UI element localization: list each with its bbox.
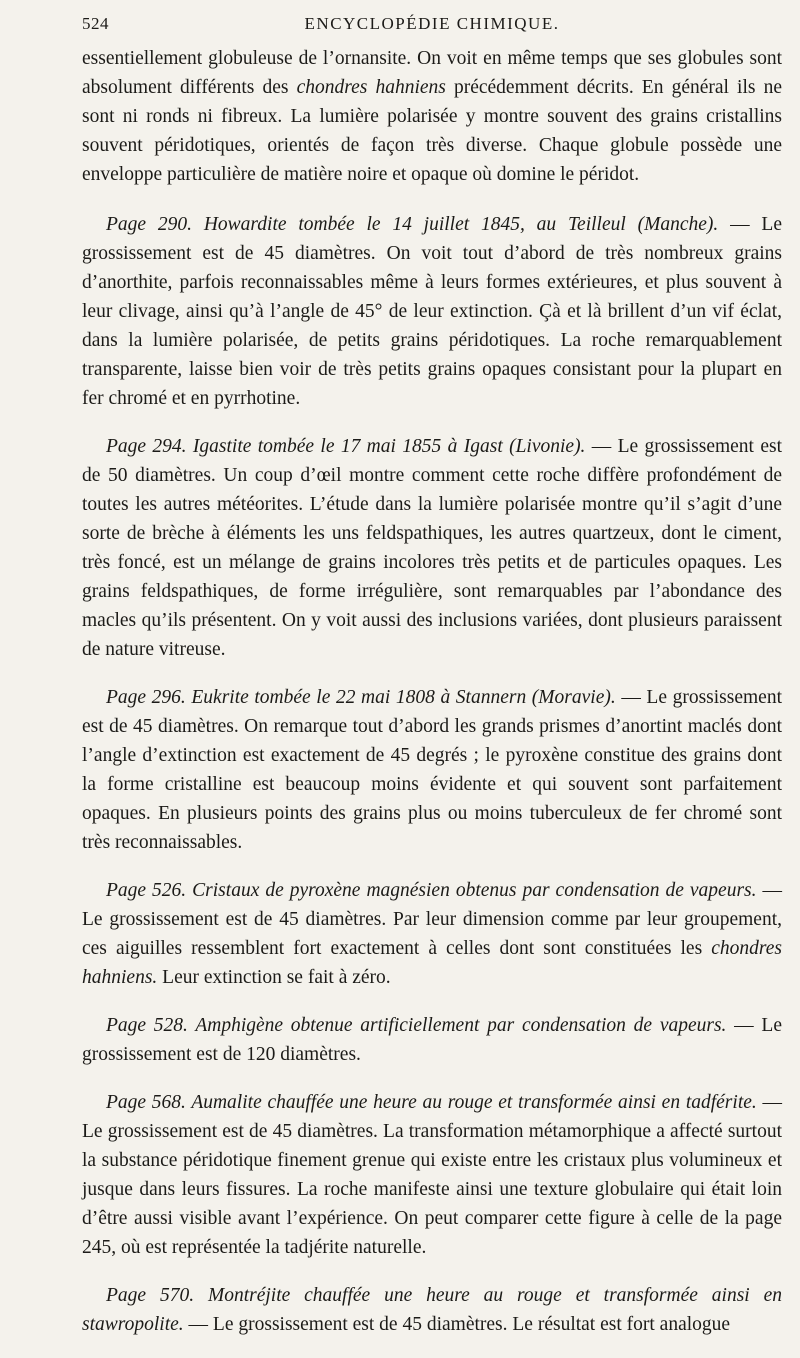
paragraph-text: — Le grossissement est de 45 diamètres. On voit tout d’abord de très nombreux grains d’anorthite, parfois reconnaissables même à leurs formes extérieures, et plus souvent à leur clivage, ainsi qu’à l’angle de 45° de leur extinction. Çà et là brillent d’un vif éclat, dans la lumière polarisée, de petits grains péridotiques. La roche remarquablement transparente, laisse bien voir de très petits grains opaques consistant pour la plupart en fer chromé et en pyrrhotine. bbox=[82, 214, 782, 409]
paragraph-text: — Le grossissement est de 50 diamètres. Un coup d’œil montre comment cette roche diffère profondément de toutes les autres météorites. L’étude dans la lumière polarisée montre qu’il s’agit d’une sorte de brèche à éléments les uns feldspathiques, les autres quartzeux, dont le ciment, très foncé, est un mélange de grains incolores très petits et de particules opaques. Les grains feldspathiques, de forme irrégulière, sont remarquables par l’abondance des macles qu’ils présentent. On y voit aussi des inclusions variées, dont plusieurs paraissent de nature vitreuse. bbox=[82, 436, 782, 660]
paragraph-text-tail: Leur extinction se fait à zéro. bbox=[157, 967, 391, 988]
paragraph-page-570 bbox=[82, 1281, 782, 1339]
running-header bbox=[82, 10, 782, 40]
paragraph-text: — Le grossissement est de 45 diamètres. On remarque tout d’abord les grands prismes d’anortint maclés dont l’angle d’extinction est exactement de 45 degrés ; le pyroxène constitue des grains dont la forme cristalline est beaucoup moins évidente et qui souvent sont parfaitement opaques. En plusieurs points des grains plus ou moins tuberculeux de fer chromé sont très reconnaissables. bbox=[82, 687, 782, 853]
paragraph-page-526 bbox=[82, 876, 782, 992]
paragraph-page-290 bbox=[82, 210, 782, 413]
paragraph-ornansite bbox=[82, 44, 782, 189]
figure-title: Eukrite tombée le 22 mai 1808 à Stannern (Moravie). bbox=[185, 687, 616, 708]
page-reference: Page 528. bbox=[106, 1015, 188, 1036]
paragraph-page-568 bbox=[82, 1088, 782, 1262]
page-reference: Page 570. bbox=[106, 1285, 195, 1306]
running-title: ENCYCLOPÉDIE CHIMIQUE. bbox=[304, 14, 560, 33]
page-number: 524 bbox=[82, 14, 109, 33]
paragraph-text-tail: précédemment décrits. En général ils ne sont ni ronds ni fibreux. La lumière polarisée y montre souvent des grains cristallins souvent péridotiques, orientés de façon très diverse. Chaque globule possède une enveloppe particulière de matière noire et opaque où domine le péridot. bbox=[82, 77, 782, 185]
paragraph-page-296 bbox=[82, 683, 782, 857]
page-body bbox=[82, 44, 782, 1358]
paragraph-text: — Le grossissement est de 120 diamètres. bbox=[82, 1015, 782, 1065]
figure-title: Cristaux de pyroxène magnésien obtenus par condensation de vapeurs. bbox=[186, 880, 757, 901]
page-reference: Page 526. bbox=[106, 880, 187, 901]
figure-title: Aumalite chauffée une heure au rouge et transformée ainsi en tadférite. bbox=[185, 1092, 757, 1113]
page-reference: Page 290. bbox=[106, 214, 193, 235]
paragraph-italic: chondres hahniens bbox=[288, 77, 446, 98]
figure-title: Howardite tombée le 14 juillet 1845, au Teilleul (Manche). bbox=[192, 214, 719, 235]
paragraph-page-528 bbox=[82, 1011, 782, 1069]
page-reference: Page 294. bbox=[106, 436, 187, 457]
figure-title: Montréjite chauffée une heure au rouge et transformée ainsi en stawropolite. bbox=[82, 1285, 782, 1335]
figure-title: Amphigène obtenue artificiellement par condensation de vapeurs. bbox=[187, 1015, 727, 1036]
page-reference: Page 296. bbox=[106, 687, 186, 708]
paragraph-text: — Le grossissement est de 45 diamètres. Le résultat est fort analogue bbox=[183, 1314, 731, 1335]
page-reference: Page 568. bbox=[106, 1092, 186, 1113]
paragraph-text: — Le grossissement est de 45 diamètres. La transformation métamorphique a affecté surtout la substance péridotique finement grenue qui existe entre les cristaux plus volumineux et jusque dans leurs fissures. La roche manifeste ainsi une texture globulaire qui était loin d’être aussi visible avant l’expérience. On peut comparer cette figure à celle de la page 245, où est représentée la tadjérite naturelle. bbox=[82, 1092, 783, 1258]
paragraph-text: essentiellement globuleuse de l’ornansite. On voit en même temps que ses globules sont absolument différents des bbox=[82, 48, 782, 98]
paragraph-text: — Le grossissement est de 45 diamètres. Par leur dimension comme par leur groupement, ces aiguilles ressemblent fort exactement à celles dont sont constituées les bbox=[82, 880, 782, 959]
figure-title: Igastite tombée le 17 mai 1855 à Igast (Livonie). bbox=[186, 436, 586, 457]
paragraph-page-294 bbox=[82, 432, 782, 664]
paragraph-italic: chondres hahniens. bbox=[82, 938, 782, 988]
